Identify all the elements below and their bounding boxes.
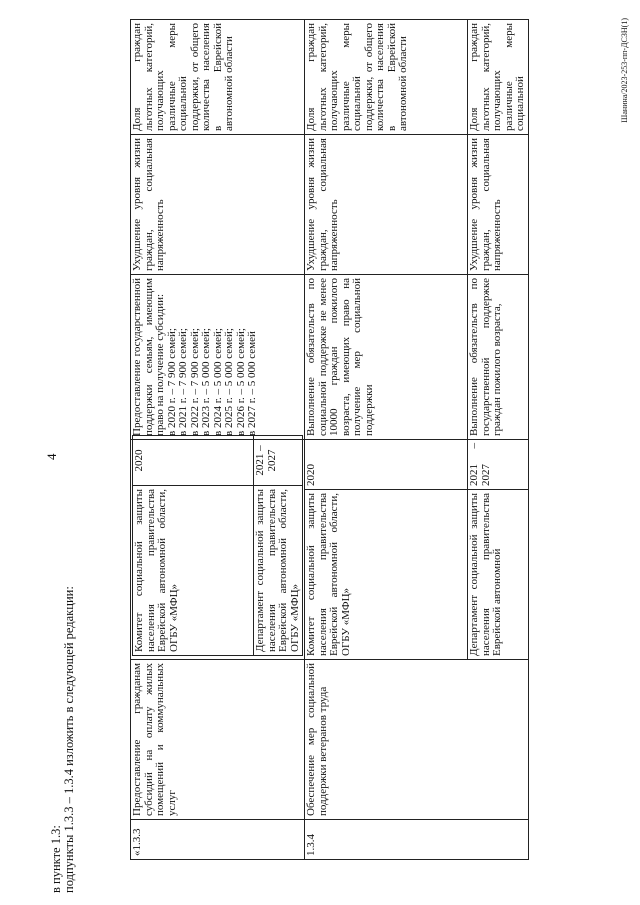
indicator: Доля граждан льготных категорий, получающих различные меры социальной	[468, 20, 529, 135]
executor: Комитет социальной защиты населения правительства Еврейской автономной области, ОГБУ «МФЦ»	[305, 490, 468, 660]
period: 2020	[133, 436, 254, 486]
expected-result: Выполнение обязательств по социальной поддержке не менее 10000 граждан пожилого возраста, имеющих право на получение мер социальной поддержки	[305, 275, 468, 440]
result-line: в 2025 г. – 5 000 семей;	[223, 328, 235, 436]
executor-subrow	[133, 436, 254, 656]
row-number: «1.3.3	[131, 820, 305, 860]
indicator: Доля граждан льготных категорий, получающих различные меры социальной поддержки, от общего количества населения в Еврейской автономной области	[131, 20, 305, 135]
expected-result: Выполнение обязательств по государственной поддержке граждан пожилого возраста,	[468, 275, 529, 440]
result-line: в 2026 г. – 5 000 семей;	[234, 328, 247, 436]
row-number: 1.3.4	[305, 820, 529, 860]
result-line: в 2021 г. – 7 900 семей;	[177, 328, 189, 436]
page-number: 4	[44, 453, 59, 460]
consequence: Ухудшение уровня жизни граждан, социальная напряженность	[468, 135, 529, 275]
document-code: Шанина/2023-253-пп-ДСЗН(1)	[620, 18, 629, 123]
table-row	[131, 20, 305, 860]
expected-result	[131, 275, 305, 440]
result-line: в 2024 г. – 5 000 семей;	[211, 328, 224, 436]
intro-line-2: подпункты 1.3.3 – 1.3.4 изложить в следующей редакции:	[62, 586, 76, 893]
result-line: в 2027 г. – 5 000 семей	[246, 331, 258, 436]
period: 2021 – 2027	[468, 440, 529, 490]
program-measures-table	[130, 19, 529, 860]
result-line: Предоставление государственной поддержки семьям, имеющим право на получение субсидии:	[131, 278, 166, 436]
result-line: в 2020 г. – 7 900 семей;	[165, 328, 178, 436]
indicator: Доля граждан льготных категорий, получающих различные меры социальной поддержки, от общего количества населения в Еврейской автономной области	[305, 20, 468, 135]
executor: Департамент социальной защиты населения правительства Еврейской автономной области, ОГБУ «МФЦ»	[254, 486, 303, 656]
consequence: Ухудшение уровня жизни граждан, социальная напряженность	[305, 135, 468, 275]
executor: Комитет социальной защиты населения правительства Еврейской автономной области, ОГБУ «МФЦ»	[133, 486, 254, 656]
period: 2021 – 2027	[254, 436, 303, 486]
measure-name: Обеспечение мер социальной поддержки ветеранов труда	[305, 660, 529, 820]
result-line: в 2023 г. – 5 000 семей;	[200, 328, 212, 436]
executor: Департамент социальной защиты населения правительства Еврейской автономной	[468, 490, 529, 660]
executor-period-cell	[131, 440, 305, 660]
executor-subrow	[254, 436, 303, 656]
measure-name: Предоставление гражданам субсидий на оплату жилых помещений и коммунальных услуг	[131, 660, 305, 820]
consequence: Ухудшение уровня жизни граждан, социальная напряженность	[131, 135, 305, 275]
period: 2020	[305, 440, 468, 490]
intro-line-1: в пункте 1.3:	[49, 825, 63, 893]
intro-text	[50, 586, 76, 893]
executor-subtable	[132, 435, 303, 656]
table-row	[305, 20, 468, 860]
result-line: в 2022 г. – 7 900 семей;	[188, 328, 201, 436]
